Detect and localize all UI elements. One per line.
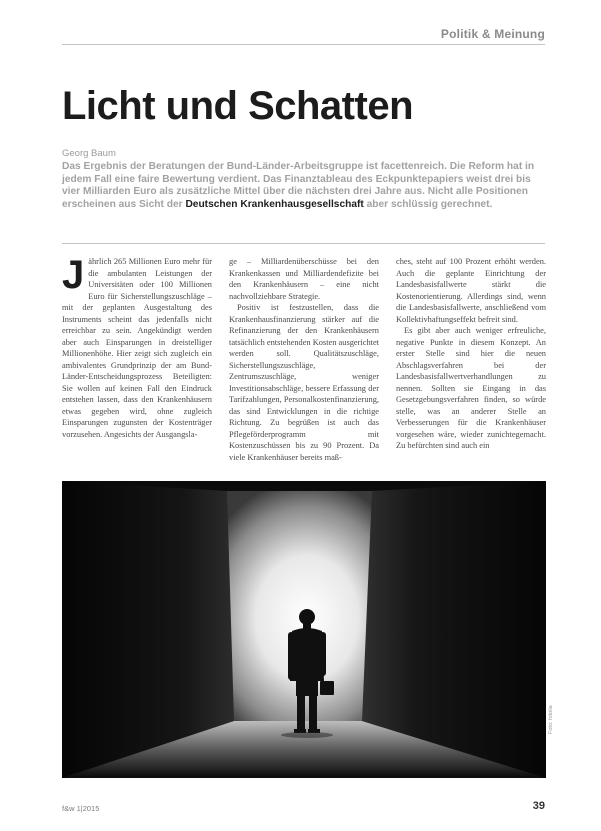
article-photo <box>62 481 546 778</box>
column-1-text: ährlich 265 Millionen Euro mehr für die ambulanten Leistungen der Universitäten oder 100 Millionen Euro für Sicherstellungszuschläge – mit der geplanten Ausgestaltung des Instruments scheint das jedenfalls nicht erreichbar zu sein. Angekündigt werden aber auch Einsparungen in dreistelliger Millionenhöhe. Hier zeigt sich zugleich ein ambivalentes Grundprinzip der am Bund-Länder-Entscheidungsprozess Beteiligten: Sie wollen auf keinen Fall den Eindruck entstehen lassen, dass den Krankenhäusern etwas gegeben wird, ohne zugleich Einsparungen zugunsten der Kostenträger vorzusehen. Angesichts der Ausgangsla- <box>62 257 212 439</box>
section-label: Politik & Meinung <box>440 27 545 41</box>
photo-scene <box>62 481 546 778</box>
lead-text-after: aber schlüssig gerechnet. <box>363 198 493 210</box>
lead-paragraph <box>62 161 546 211</box>
photo-credit: Foto: fotolia <box>548 705 554 734</box>
lead-text-before: Das Ergebnis der Beratungen der Bund-Länder-Arbeitsgruppe ist facettenreich. Die Reform hat in jedem Fall eine faire Bewertung verdient. Das Finanztableau des Eckpunktepapiers weist drei bis vier Milliarden Euro als zusätzliche Mittel über die nächsten drei Jahre aus. Nicht alle Positionen erscheinen aus Sicht der <box>62 161 535 210</box>
lead-highlight: Deutschen Krankenhausgesellschaft <box>185 198 364 210</box>
header-rule <box>62 44 545 45</box>
lead-rule <box>62 243 545 244</box>
column-2-paragraph-2: Positiv ist festzustellen, dass die Krankenhausfinanzierung stärker auf die Refinanzierung der den Krankenhäusern tatsächlich entstehenden Kosten ausgerichtet werden soll. Qualitätszuschläge, Sicherstellungszuschläge, Zentrumszuschläge, weniger Investitionsabschläge, bessere Erfassung der Tarifzahlungen, Personalkostenfinanzierung, das sind Entwicklungen in die richtige Richtung. Zu begrüßen ist auch das Pflegeförderprogramm mit Kostenzuschüssen bis zu 90 Prozent. Da viele Krankenhäuser bereits maß- <box>229 303 379 462</box>
column-3-paragraph-2: Es gibt aber auch weniger erfreuliche, negative Punkte in diesem Konzept. An erster Stelle sind hier die neuen Abschlagsverfahren bei der Landesbasisfallwertverhandlungen zu nennen. Sollten sie Eingang in das Gesetzgebungsverfahren finden, so würde stelle, was an anderer Stelle an Verbesserungen für die Krankenhäuser vorgesehen wäre, wieder zunichtegemacht. Zu befürchten sind auch ein <box>396 326 546 450</box>
man-shadow <box>281 732 333 738</box>
text-column-2 <box>229 256 379 463</box>
text-column-3 <box>396 256 546 452</box>
column-2-paragraph-1: ge – Milliardenüberschüsse bei den Krankenkassen und Milliardendefizite bei den Krankenhäusern – eine nicht nachvollziehbare Strategie. <box>229 257 379 301</box>
article-title: Licht und Schatten <box>62 84 413 128</box>
author: Georg Baum <box>62 148 116 159</box>
dropcap: J <box>62 253 85 297</box>
footer-publication: f&w 1|2015 <box>62 804 100 813</box>
text-column-1 <box>62 253 212 440</box>
column-3-paragraph-1: ches, steht auf 100 Prozent erhöht werden. Auch die geplante Einrichtung der Landesbasisfallwerte stärkt die Kostenorientierung. Allerdings sind, wenn die Landesbasisfallwerte, anschließend vom Kollektivhaftungseffekt befreit sind. <box>396 257 546 324</box>
page-number: 39 <box>532 800 545 812</box>
